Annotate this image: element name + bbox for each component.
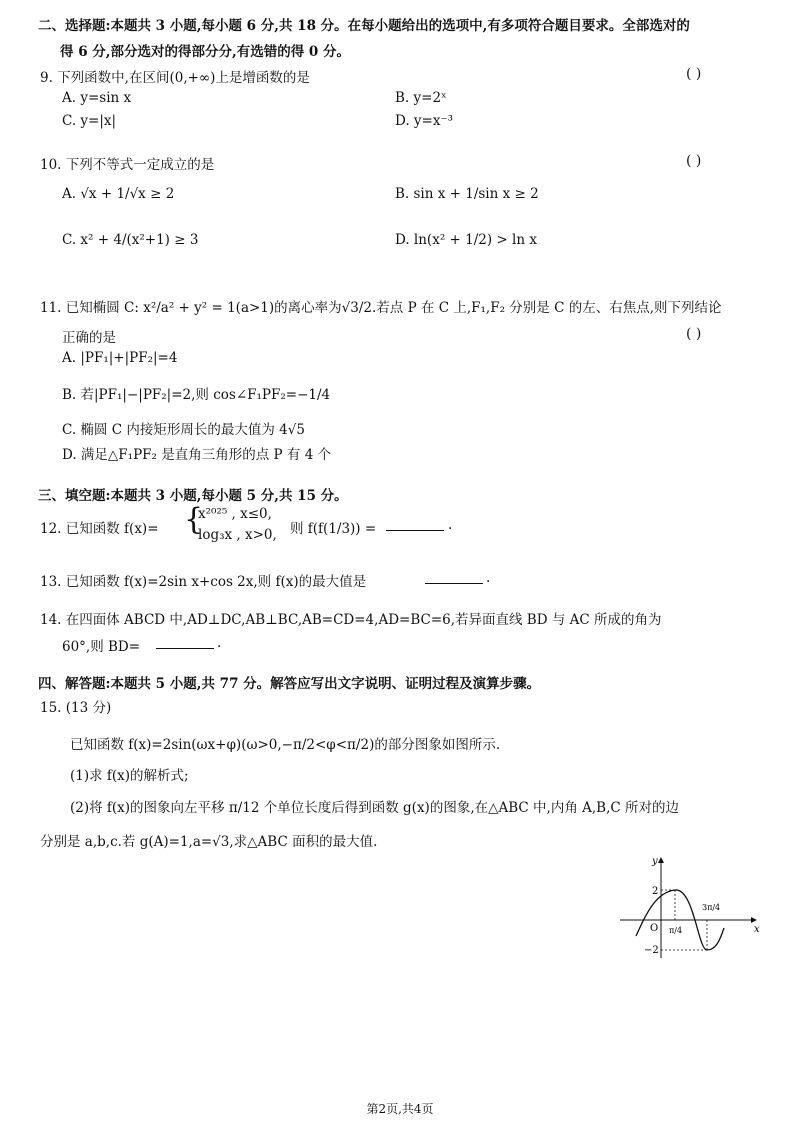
- q9-stem: 9. 下列函数中,在区间(0,+∞)上是增函数的是: [40, 70, 310, 86]
- q11-option-a: A. |PF₁|+|PF₂|=4: [62, 350, 178, 366]
- q15-part2-line1: (2)将 f(x)的图象向左平移 π/12 个单位长度后得到函数 g(x)的图象,在△ABC 中,内角 A,B,C 所对的边: [70, 800, 679, 816]
- q12-brace: {: [184, 502, 204, 537]
- y-max-label: 2: [652, 886, 659, 897]
- section2-heading-line2: 得 6 分,部分选对的得部分分,有选错的得 0 分。: [60, 44, 350, 60]
- section4-heading: 四、解答题:本题共 5 小题,共 77 分。解答应写出文字说明、证明过程及演算步骤。: [38, 676, 541, 692]
- q14-end: .: [217, 635, 222, 651]
- q14-answer-blank[interactable]: [156, 636, 214, 653]
- y-min-label: −2: [644, 945, 659, 956]
- q15-part2-line2: 分别是 a,b,c.若 g(A)=1,a=√3,求△ABC 面积的最大值.: [40, 834, 378, 850]
- q12-prefix: 12. 已知函数 f(x)=: [40, 521, 159, 537]
- q14-line1: 14. 在四面体 ABCD 中,AD⊥DC,AB⊥BC,AB=CD=4,AD=BC=6,若异面直线 BD 与 AC 所成的角为: [40, 612, 662, 628]
- q15-intro: 已知函数 f(x)=2sin(ωx+φ)(ω>0,−π/2<φ<π/2)的部分图象如图所示.: [70, 737, 501, 753]
- q9-option-d: D. y=x⁻³: [395, 113, 454, 129]
- q11-option-b: B. 若|PF₁|−|PF₂|=2,则 cos∠F₁PF₂=−1/4: [62, 387, 331, 403]
- y-axis-label: y: [652, 856, 658, 867]
- q10-option-c: C. x² + 4/(x²+1) ≥ 3: [62, 232, 199, 248]
- section2-heading-line1: 二、选择题:本题共 3 小题,每小题 6 分,共 18 分。在每小题给出的选项中,有多项符合题目要求。全部选对的: [38, 18, 690, 34]
- q13-end: .: [486, 570, 491, 586]
- x-tick1-label: π/4: [669, 926, 683, 935]
- q11-option-d: D. 满足△F₁PF₂ 是直角三角形的点 P 有 4 个: [62, 447, 332, 463]
- q14-line2: 60°,则 BD=: [62, 639, 141, 655]
- q12-case2: log₃x , x>0,: [198, 527, 277, 543]
- x-tick2-label: 3π/4: [702, 903, 721, 912]
- page-footer: 第2页,共4页: [366, 1102, 434, 1116]
- q12-case1: x²⁰²⁵ , x≤0,: [198, 506, 272, 522]
- q15-part1: (1)求 f(x)的解析式;: [70, 768, 189, 784]
- q11-answer-paren: ( ): [686, 326, 702, 342]
- q9-option-a: A. y=sin x: [62, 90, 132, 106]
- q10-option-a: A. √x + 1/√x ≥ 2: [62, 186, 175, 202]
- q10-stem: 10. 下列不等式一定成立的是: [40, 157, 215, 173]
- x-axis-label: x: [754, 924, 760, 935]
- q11-stem-line2: 正确的是: [62, 330, 116, 346]
- q9-option-c: C. y=|x|: [62, 113, 117, 129]
- q10-option-d: D. ln(x² + 1/2) > ln x: [395, 232, 537, 248]
- q9-answer-paren: ( ): [686, 66, 702, 82]
- q11-stem-line1: 11. 已知椭圆 C: x²/a² + y² = 1(a>1)的离心率为√3/2.若点 P 在 C 上,F₁,F₂ 分别是 C 的左、右焦点,则下列结论: [40, 300, 722, 316]
- q12-answer-blank[interactable]: [386, 518, 444, 535]
- q13-answer-blank[interactable]: [425, 571, 483, 588]
- q11-option-c: C. 椭圆 C 内接矩形周长的最大值为 4√5: [62, 422, 305, 438]
- origin-label: O: [650, 923, 659, 934]
- q12-suffix: 则 f(f(1/3)) =: [290, 521, 377, 537]
- section3-heading: 三、填空题:本题共 3 小题,每小题 5 分,共 15 分。: [38, 488, 348, 504]
- q10-answer-paren: ( ): [686, 153, 702, 169]
- q10-option-b: B. sin x + 1/sin x ≥ 2: [395, 186, 539, 202]
- q15-label: 15. (13 分): [40, 700, 112, 716]
- q9-option-b: B. y=2ˣ: [395, 90, 447, 106]
- q12-end: .: [448, 517, 453, 533]
- q13-text: 13. 已知函数 f(x)=2sin x+cos 2x,则 f(x)的最大值是: [40, 574, 367, 590]
- sine-graph: [614, 852, 764, 962]
